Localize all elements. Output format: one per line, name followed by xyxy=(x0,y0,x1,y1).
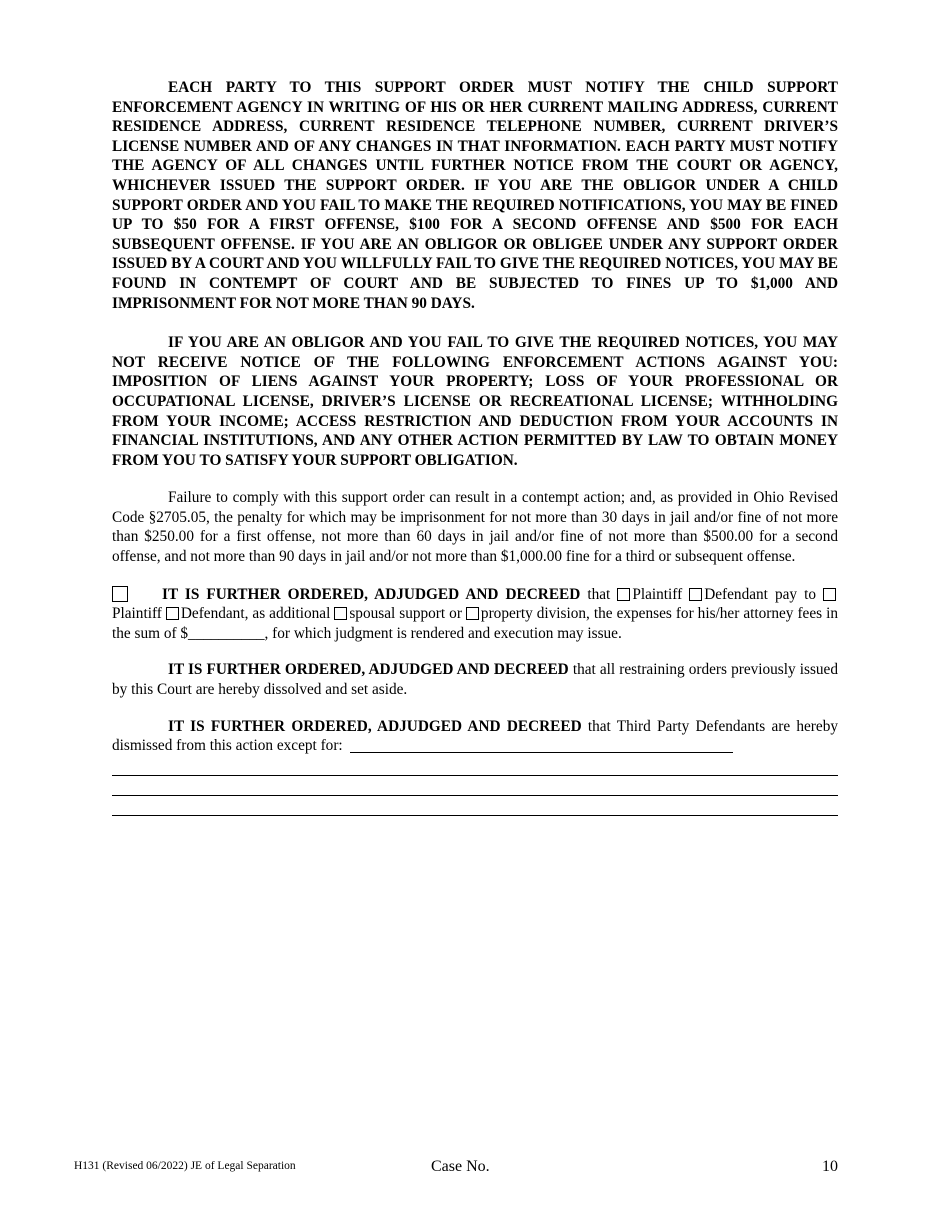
enforcement-notice-paragraph: IF YOU ARE AN OBLIGOR AND YOU FAIL TO GIVE THE REQUIRED NOTICES, YOU MAY NOT RECEIVE NOTICE OF THE FOLLOWING ENFORCEMENT ACTIONS AGAINST YOU: IMPOSITION OF LIENS AGAINST YOUR PROPERTY; LOSS OF YOUR PROFESSIONAL OR OCCUPATIONAL LICENSE, DRIVER’S LICENSE OR RECREATIONAL LICENSE; WITHHOLDING FROM YOUR INCOME; ACCESS RESTRICTION AND DEDUCTION FROM YOUR ACCOUNTS IN FINANCIAL INSTITUTIONS, AND ANY OTHER ACTION PERMITTED BY LAW TO OBTAIN MONEY FROM YOU TO SATISFY YOUR SUPPORT OBLIGATION. xyxy=(112,334,838,469)
exception-line-3[interactable] xyxy=(112,796,838,816)
attorney-fees-checkbox[interactable] xyxy=(112,586,128,602)
page-number: 10 xyxy=(822,1158,838,1175)
contempt-paragraph: Failure to comply with this support order can result in a contempt action; and, as provided in Ohio Revised Code §2705.05, the penalty for which may be imprisonment for not more than 30 days in jail and/or fine of not more than $250.00 for a first offense, not more than 60 days in jail and/or fine of not more than $500.00 for a second offense, and not more than 90 days in jail and/or not more than $1,000.00 fine for a third or subsequent offense. xyxy=(112,489,838,566)
spousal-support-checkbox[interactable] xyxy=(334,607,347,620)
payee-plaintiff-checkbox[interactable] xyxy=(823,588,836,601)
restraining-orders-paragraph: IT IS FURTHER ORDERED, ADJUDGED AND DECREED that all restraining orders previously issued by this Court are hereby dissolved and set aside. xyxy=(112,661,838,699)
attorney-fees-paragraph: IT IS FURTHER ORDERED, ADJUDGED AND DECREED that Plaintiff Defendant pay to Plaintiff Defendant, as additional spousal support or property division, the expenses for his/her attorney fees in the sum of $__________, for which judgment is rendered and execution may issue. xyxy=(112,585,838,642)
exception-line-1[interactable] xyxy=(112,756,838,776)
exception-field[interactable] xyxy=(350,738,733,753)
ordered-heading: IT IS FURTHER ORDERED, ADJUDGED AND DECREED xyxy=(168,717,582,735)
payer-defendant-checkbox[interactable] xyxy=(689,588,702,601)
address-notice-paragraph: EACH PARTY TO THIS SUPPORT ORDER MUST NOTIFY THE CHILD SUPPORT ENFORCEMENT AGENCY IN WRITING OF HIS OR HER CURRENT MAILING ADDRESS, CURRENT RESIDENCE ADDRESS, CURRENT RESIDENCE TELEPHONE NUMBER, CURRENT DRIVER’S LICENSE NUMBER AND OF ANY CHANGES IN THAT INFORMATION. EACH PARTY MUST NOTIFY THE AGENCY OF ALL CHANGES UNTIL FURTHER NOTICE FROM THE COURT OR AGENCY, WHICHEVER ISSUED THE SUPPORT ORDER. IF YOU ARE THE OBLIGOR UNDER A CHILD SUPPORT ORDER AND YOU FAIL TO MAKE THE REQUIRED NOTIFICATIONS, YOU MAY BE FINED UP TO $50 FOR A FIRST OFFENSE, $100 FOR A SECOND OFFENSE AND $500 FOR EACH SUBSEQUENT OFFENSE. IF YOU ARE AN OBLIGOR OR OBLIGEE UNDER ANY SUPPORT ORDER ISSUED BY A COURT AND YOU WILLFULLY FAIL TO GIVE THE REQUIRED NOTICES, YOU MAY BE FOUND IN CONTEMPT OF COURT AND BE SUBJECTED TO FINES UP TO $1,000 AND IMPRISONMENT FOR NOT MORE THAN 90 DAYS. xyxy=(112,79,838,312)
payee-defendant-checkbox[interactable] xyxy=(166,607,179,620)
third-party-paragraph: IT IS FURTHER ORDERED, ADJUDGED AND DECREED that Third Party Defendants are hereby dismissed from this action except for: xyxy=(112,717,838,755)
payer-plaintiff-checkbox[interactable] xyxy=(617,588,630,601)
exception-line-2[interactable] xyxy=(112,776,838,796)
ordered-heading: IT IS FURTHER ORDERED, ADJUDGED AND DECREED xyxy=(168,661,569,679)
document-body xyxy=(112,78,838,816)
form-id: H131 (Revised 06/2022) JE of Legal Separation xyxy=(74,1160,296,1172)
ordered-heading: IT IS FURTHER ORDERED, ADJUDGED AND DECREED xyxy=(162,585,581,603)
case-number-label: Case No. xyxy=(431,1158,490,1175)
property-division-checkbox[interactable] xyxy=(466,607,479,620)
